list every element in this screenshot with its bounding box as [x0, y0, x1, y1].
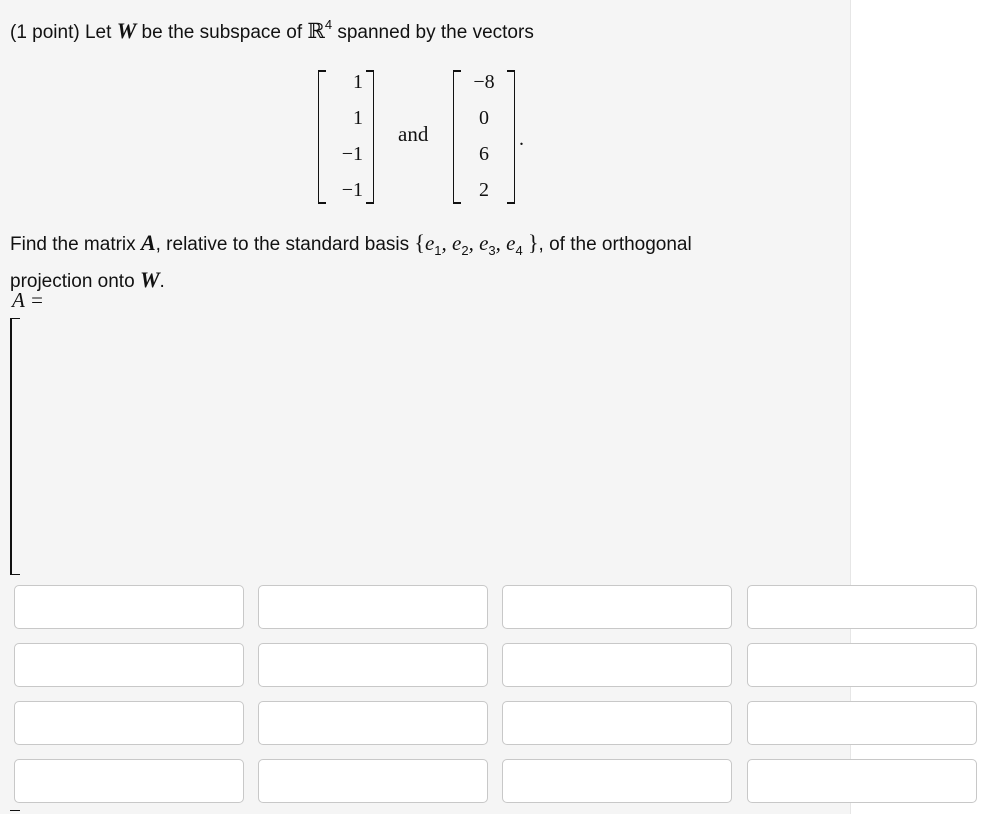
vector-1-entry-4: −1: [341, 179, 363, 201]
basis-e1-sub: 1: [434, 242, 442, 258]
answer-cell-r1-c4[interactable]: [747, 585, 977, 629]
vector-2: [453, 70, 515, 204]
find-line2-prefix: projection onto: [10, 270, 135, 292]
vector-2-entry-1: −8: [473, 71, 495, 93]
intro-var-w: W: [116, 18, 137, 43]
answer-cell-r4-c3[interactable]: [502, 759, 732, 803]
basis-e4-sub: 4: [515, 242, 523, 258]
answer-cell-r1-c2[interactable]: [258, 585, 488, 629]
conjunction-and: and: [398, 122, 429, 146]
problem-intro: [10, 18, 534, 44]
vector-1-entry-2: 1: [353, 107, 363, 129]
intro-suffix: spanned by the vectors: [337, 22, 534, 43]
basis-e4: e: [506, 231, 516, 255]
answer-cell-r3-c3[interactable]: [502, 701, 732, 745]
vector-1-entry-3: −1: [341, 143, 363, 165]
answer-cell-r3-c1[interactable]: [14, 701, 244, 745]
vector-2-entry-3: 6: [479, 143, 489, 165]
vector-1-entry-1: 1: [353, 71, 363, 93]
vector-2-entry-2: 0: [479, 107, 489, 129]
find-line2-var-w: W: [139, 266, 160, 292]
sentence-period: .: [519, 128, 524, 150]
answer-cell-r4-c2[interactable]: [258, 759, 488, 803]
real-space-symbol: ℝ: [307, 19, 325, 43]
basis-e1: e: [424, 231, 435, 255]
answer-cell-r2-c4[interactable]: [747, 643, 977, 687]
answer-cell-r3-c4[interactable]: [747, 701, 977, 745]
a-equals-label: A =: [12, 288, 44, 312]
vector-2-entry-4: 2: [479, 179, 489, 201]
space-exponent: 4: [324, 16, 333, 32]
vector-1: [318, 70, 374, 204]
answer-cell-r2-c1[interactable]: [14, 643, 244, 687]
basis-open-brace: {: [414, 230, 425, 255]
answer-cell-r4-c1[interactable]: [14, 759, 244, 803]
intro-prefix: (1 point) Let: [10, 22, 112, 43]
find-mid: , relative to the standard basis: [155, 234, 410, 255]
basis-e3: e: [479, 231, 489, 255]
basis-e2: e: [452, 231, 462, 255]
basis-e3-sub: 3: [488, 242, 496, 258]
answer-cell-r2-c3[interactable]: [502, 643, 732, 687]
find-prefix: Find the matrix: [10, 234, 136, 255]
basis-e2-sub: 2: [461, 242, 469, 258]
answer-cell-r3-c2[interactable]: [258, 701, 488, 745]
answer-cell-r1-c3[interactable]: [502, 585, 732, 629]
find-var-a: A: [140, 230, 156, 255]
find-line2-end: .: [159, 270, 165, 292]
answer-cell-r4-c4[interactable]: [747, 759, 977, 803]
matrix-left-bracket: [10, 318, 20, 575]
answer-cell-r1-c1[interactable]: [14, 585, 244, 629]
answer-cell-r2-c2[interactable]: [258, 643, 488, 687]
problem-question: Find the matrix A, relative to the standard basis {$e_1$, $e_2$, $e_3$, $e_4$ }, of the orthogonal projection onto W.: [10, 230, 692, 292]
find-suffix: , of the orthogonal: [538, 234, 692, 255]
basis-close-brace: }: [527, 230, 539, 255]
intro-mid: be the subspace of: [141, 22, 303, 43]
matrix-bracket-tail: [10, 810, 20, 815]
